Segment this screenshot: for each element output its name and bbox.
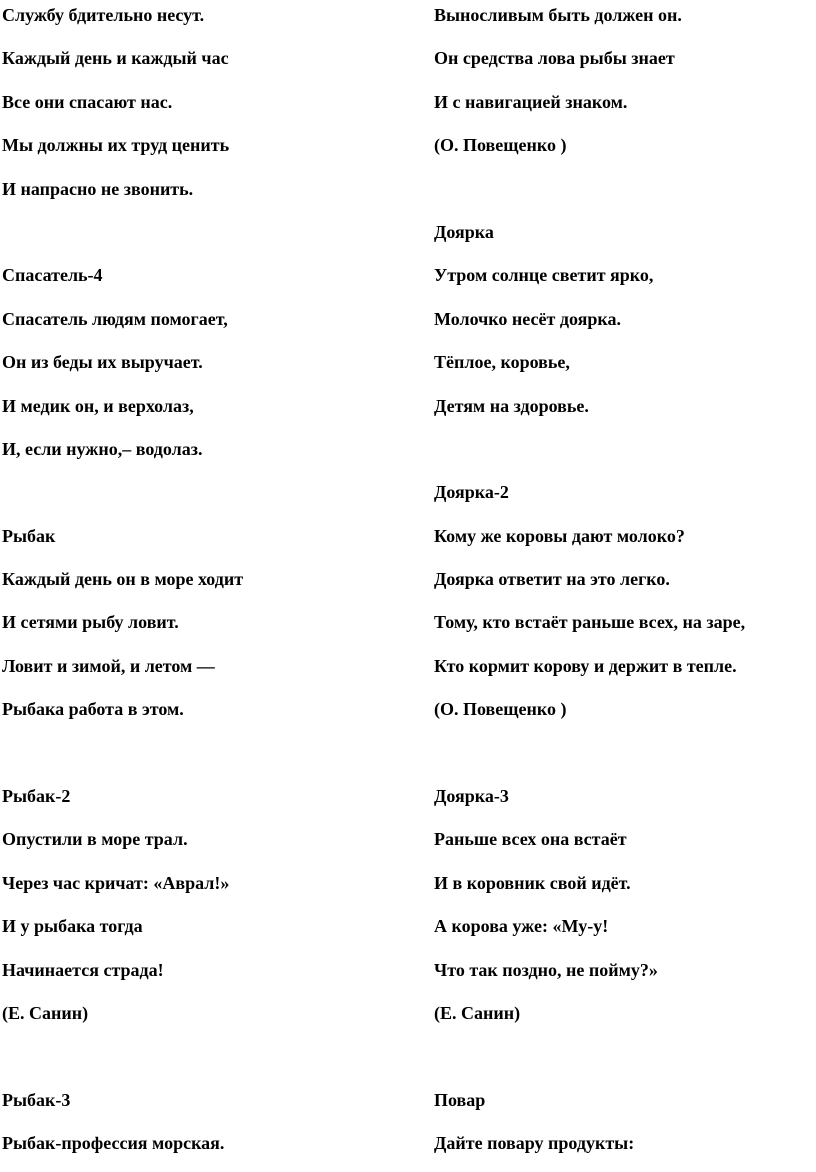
text-line: Молочко несёт доярка. bbox=[434, 308, 621, 329]
author-credit: (О. Повещенко ) bbox=[434, 135, 567, 156]
section-heading: Доярка-2 bbox=[434, 482, 509, 503]
text-line: А корова уже: «Му-у! bbox=[434, 916, 609, 937]
blank-line bbox=[2, 477, 412, 520]
section-heading: Повар bbox=[434, 1089, 486, 1110]
section-heading: Спасатель-4 bbox=[2, 265, 103, 286]
section-heading: Рыбак-3 bbox=[2, 1089, 71, 1110]
blank-line bbox=[434, 1041, 814, 1084]
author-credit: (Е. Санин) bbox=[434, 1002, 521, 1023]
text-line: И сетями рыбу ловит. bbox=[2, 612, 179, 633]
text-line: И медик он, и верхолаз, bbox=[2, 395, 194, 416]
section-heading: Рыбак-2 bbox=[2, 786, 71, 807]
text-line: И у рыбака тогда bbox=[2, 916, 143, 937]
author-credit: (Е. Санин) bbox=[2, 1002, 89, 1023]
text-line: Он из беды их выручает. bbox=[2, 352, 203, 373]
blank-line bbox=[434, 738, 814, 781]
text-line: И с навигацией знаком. bbox=[434, 91, 628, 112]
blank-line bbox=[434, 174, 814, 217]
text-line: Спасатель людям помогает, bbox=[2, 308, 228, 329]
author-credit: (О. Повещенко ) bbox=[434, 699, 567, 720]
text-line: Рыбака работа в этом. bbox=[2, 699, 184, 720]
text-line: Раньше всех она встаёт bbox=[434, 829, 627, 850]
text-line: Рыбак-профессия морская. bbox=[2, 1133, 225, 1154]
text-line: Он средства лова рыбы знает bbox=[434, 48, 675, 69]
text-line: Службу бдительно несут. bbox=[2, 5, 205, 25]
blank-line bbox=[2, 217, 412, 260]
text-line: Через час кричат: «Аврал!» bbox=[2, 872, 230, 893]
text-line: И напрасно не звонить. bbox=[2, 178, 194, 199]
text-line: Ловит и зимой, и летом — bbox=[2, 655, 215, 676]
section-heading: Доярка bbox=[434, 221, 494, 242]
text-line: Дайте повару продукты: bbox=[434, 1133, 635, 1154]
left-column bbox=[2, 0, 412, 1172]
text-line: Детям на здоровье. bbox=[434, 395, 589, 416]
text-line: Каждый день он в море ходит bbox=[2, 569, 244, 590]
text-line: Все они спасают нас. bbox=[2, 91, 173, 112]
blank-line bbox=[2, 1041, 412, 1084]
text-line: Кто кормит корову и держит в тепле. bbox=[434, 655, 737, 676]
text-line: И в коровник свой идёт. bbox=[434, 872, 631, 893]
text-line: Тому, кто встаёт раньше всех, на заре, bbox=[434, 612, 746, 633]
blank-line bbox=[2, 738, 412, 781]
section-heading: Рыбак bbox=[2, 525, 56, 546]
text-line: Что так поздно, не пойму?» bbox=[434, 959, 658, 980]
section-heading: Доярка-3 bbox=[434, 786, 509, 807]
blank-line bbox=[434, 434, 814, 477]
text-line: Каждый день и каждый час bbox=[2, 48, 229, 69]
text-line: Доярка ответит на это легко. bbox=[434, 569, 670, 590]
text-line: Начинается страда! bbox=[2, 959, 164, 980]
text-line: Утром солнце светит ярко, bbox=[434, 265, 654, 286]
text-line: Тёплое, коровье, bbox=[434, 352, 570, 373]
right-column bbox=[434, 0, 814, 1172]
text-line: Мы должны их труд ценить bbox=[2, 135, 230, 156]
text-line: Опустили в море трал. bbox=[2, 829, 188, 850]
text-line: И, если нужно,– водолаз. bbox=[2, 438, 203, 459]
text-line: Выносливым быть должен он. bbox=[434, 5, 682, 25]
text-line: Кому же коровы дают молоко? bbox=[434, 525, 685, 546]
